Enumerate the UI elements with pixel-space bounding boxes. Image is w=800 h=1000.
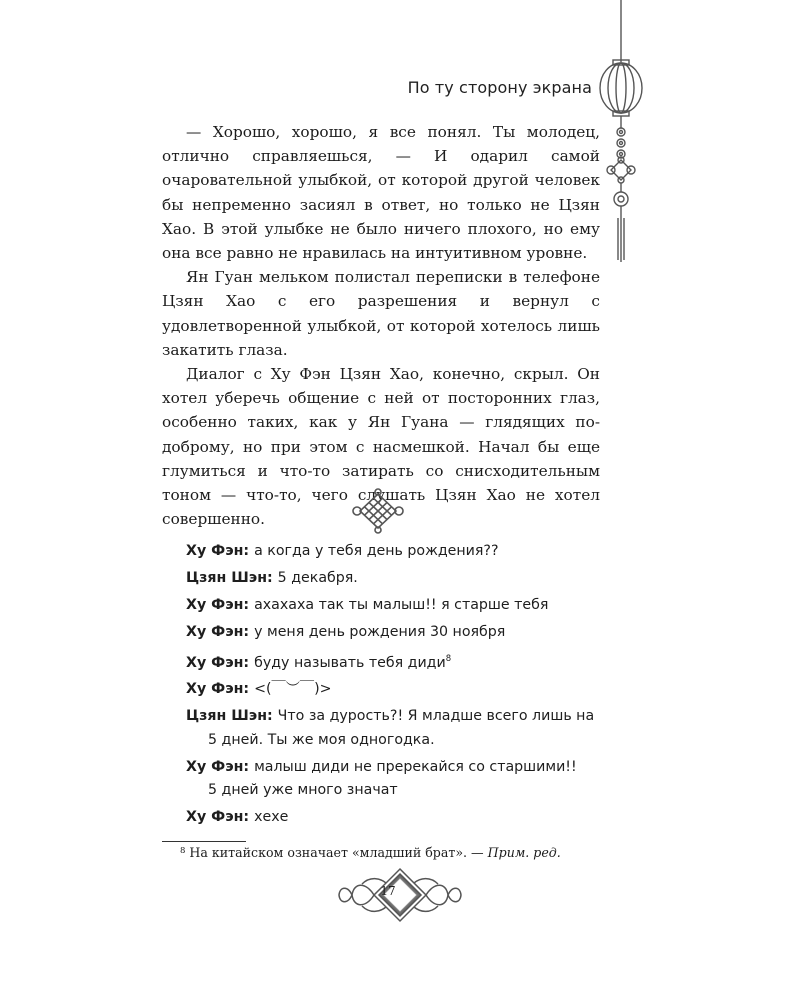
- chat-text: малыш диди не пререкайся со старшими!!: [254, 758, 577, 775]
- chat-message: [186, 648, 616, 676]
- chat-message: [186, 621, 616, 645]
- chat-message: [186, 678, 616, 702]
- footnote-marker: 8: [180, 846, 186, 856]
- paragraph: Ян Гуан мельком полистал переписки в телефоне Цзян Хао с его разрешения и вернул с удовлетворенной улыбкой, от которой хотелось лишь закатить глаза.: [162, 268, 600, 359]
- chat-speaker: Ху Фэн:: [186, 596, 250, 613]
- chat-message: [186, 806, 616, 830]
- hanging-lantern-ornament: [596, 0, 652, 265]
- chat-text: хехе: [254, 809, 289, 826]
- chat-speaker: Ху Фэн:: [186, 654, 250, 671]
- chat-text: Что за дурость?! Я младше всего лишь на: [277, 708, 595, 725]
- chat-text: у меня день рождения 30 ноября: [254, 623, 506, 640]
- chat-speaker: Ху Фэн:: [186, 543, 250, 559]
- chat-text: 5 декабря.: [277, 569, 358, 586]
- chat-message: [186, 756, 616, 803]
- body-text: [162, 120, 600, 531]
- paragraph: Диалог с Ху Фэн Цзян Хао, конечно, скрыл. Он хотел уберечь общение с ней от посторонних глаз, особенно таких, как у Ян Гуана — глядящих по-доброму, но при этом с насмешкой. Начал бы еще глумиться и что-то затирать со снисходительным тоном — что-то, чего слушать Цзян Хао не хотел совершенно.: [162, 365, 600, 529]
- endless-knot-ornament: [352, 488, 404, 534]
- chat-message: [186, 567, 616, 591]
- chat-text-continuation: 5 дней уже много значат: [208, 782, 398, 799]
- footnote-ref: 8: [445, 653, 452, 664]
- chat-speaker: Ху Фэн:: [186, 809, 250, 826]
- page-number: 17: [380, 884, 396, 898]
- chat-text-continuation: 5 дней. Ты же моя одногодка.: [208, 731, 435, 748]
- footnote: [180, 845, 620, 860]
- chat-text: <(￣︶￣)>: [254, 681, 332, 698]
- chat-speaker: Цзян Шэн:: [186, 708, 273, 725]
- footnote-rule: [162, 841, 246, 842]
- chat-speaker: Ху Фэн:: [186, 623, 250, 640]
- chat-speaker: Цзян Шэн:: [186, 569, 273, 586]
- footnote-source: Прим. ред.: [487, 845, 561, 860]
- chat-message: [186, 594, 616, 618]
- chat-message: [186, 705, 616, 752]
- footnote-text: На китайском означает «младший брат». —: [189, 845, 488, 860]
- chat-text: а когда у тебя день рождения??: [254, 543, 499, 559]
- chat-text: буду называть тебя диди: [254, 654, 446, 671]
- paragraph: — Хорошо, хорошо, я все понял. Ты молодец, отлично справляешься, — И одарил самой очаровательной улыбкой, от которой другой человек бы непременно засиял в ответ, но только не Цзян Хао. В этой улыбке не было ничего плохого, но ему она все равно не нравилась на интуитивном уровне.: [162, 123, 600, 263]
- chat-text: ахахаха так ты малыш!! я старше тебя: [254, 596, 549, 613]
- chat-message: [186, 540, 616, 564]
- chat-speaker: Ху Фэн:: [186, 758, 250, 775]
- running-head-title: По ту сторону экрана: [407, 78, 592, 97]
- chat-transcript: [186, 540, 616, 833]
- chat-speaker: Ху Фэн:: [186, 681, 250, 698]
